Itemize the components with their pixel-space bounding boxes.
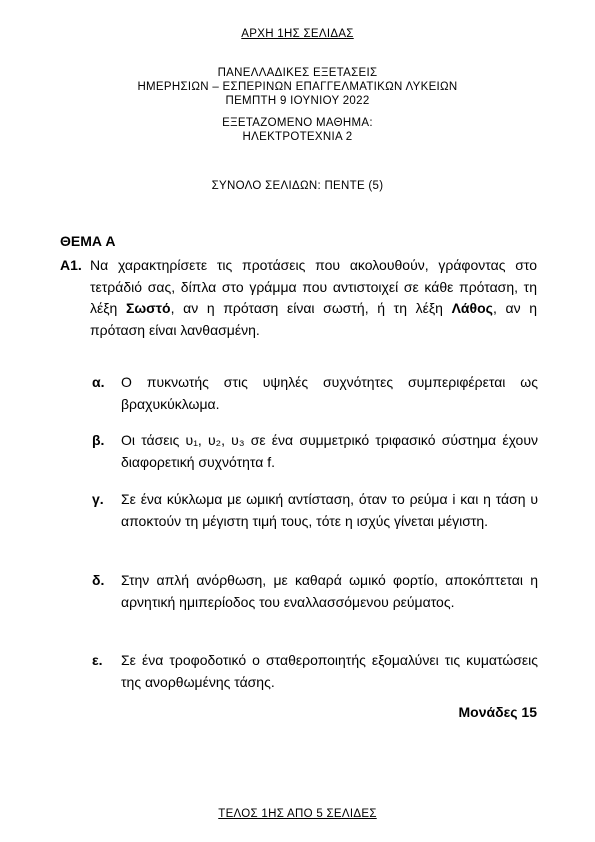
item-letter-d: δ. (92, 572, 105, 588)
item-text-d: Στην απλή ανόρθωση, με καθαρά ωμικό φορτίο, αποκόπτεται η αρνητική ημιπερίοδος του εναλλασσόμενου ρεύματος. (121, 572, 538, 610)
item-text-e: Σε ένα τροφοδοτικό ο σταθεροποιητής εξομαλύνει τις κυματώσεις της ανορθωμένης τάσης. (121, 652, 538, 690)
page-end-marker: ΤΕΛΟΣ 1ΗΣ ΑΠΟ 5 ΣΕΛΙΔΕΣ (218, 808, 377, 820)
instruction-text-pre: Να χαρακτηρίσετε τις προτάσεις που ακολουθούν, γράφοντας στο τετράδιό σας, δίπλα στο γράμμα που αντιστοιχεί σε κάθε πρόταση, τη λέξη (90, 257, 537, 316)
exam-date: ΠΕΜΠΤΗ 9 ΙΟΥΝΙΟΥ 2022 (225, 95, 370, 107)
item-letter-a: α. (92, 374, 105, 390)
item-text-c: Σε ένα κύκλωμα με ωμική αντίσταση, όταν το ρεύμα i και η τάση υ αποκτούν τη μέγιστη τιμή τους, τότε η ισχύς γίνεται μέγιστη. (121, 491, 538, 529)
item-letter-b: β. (92, 432, 105, 448)
exam-title: ΠΑΝΕΛΛΑΔΙΚΕΣ ΕΞΕΤΑΣΕΙΣ (217, 67, 378, 79)
page-start-marker: ΑΡΧΗ 1ΗΣ ΣΕΛΙΔΑΣ (241, 28, 354, 40)
total-pages: ΣΥΝΟΛΟ ΣΕΛΙΔΩΝ: ΠΕΝΤΕ (5) (211, 180, 384, 192)
section-title: ΘΕΜΑ Α (60, 233, 116, 249)
item-text-a: Ο πυκνωτής στις υψηλές συχνότητες συμπεριφέρεται ως βραχυκύκλωμα. (121, 374, 538, 412)
instruction-text-mid: , αν η πρόταση είναι σωστή, ή τη λέξη (170, 300, 452, 316)
instruction-text-post: , αν η πρόταση είναι λανθασμένη. (90, 300, 537, 338)
school-types: ΗΜΕΡΗΣΙΩΝ – ΕΣΠΕΡΙΝΩΝ ΕΠΑΓΓΕΛΜΑΤΙΚΩΝ ΛΥΚΕΙΩΝ (137, 81, 458, 93)
subject-label: ΕΞΕΤΑΖΟΜΕΝΟ ΜΑΘΗΜΑ: (222, 117, 373, 129)
question-number: Α1. (60, 257, 82, 273)
subject-name: ΗΛΕΚΤΡΟΤΕΧΝΙΑ 2 (242, 131, 353, 143)
item-letter-e: ε. (92, 652, 103, 668)
word-correct: Σωστό (125, 300, 171, 316)
marks-total: Μονάδες 15 (458, 704, 537, 720)
item-text-b: Οι τάσεις υ₁, υ₂, υ₃ σε ένα συμμετρικό τριφασικό σύστημα έχουν διαφορετική συχνότητα f. (121, 432, 538, 470)
item-letter-c: γ. (92, 491, 104, 507)
question-instruction (90, 255, 537, 341)
word-wrong: Λάθος (451, 300, 493, 316)
